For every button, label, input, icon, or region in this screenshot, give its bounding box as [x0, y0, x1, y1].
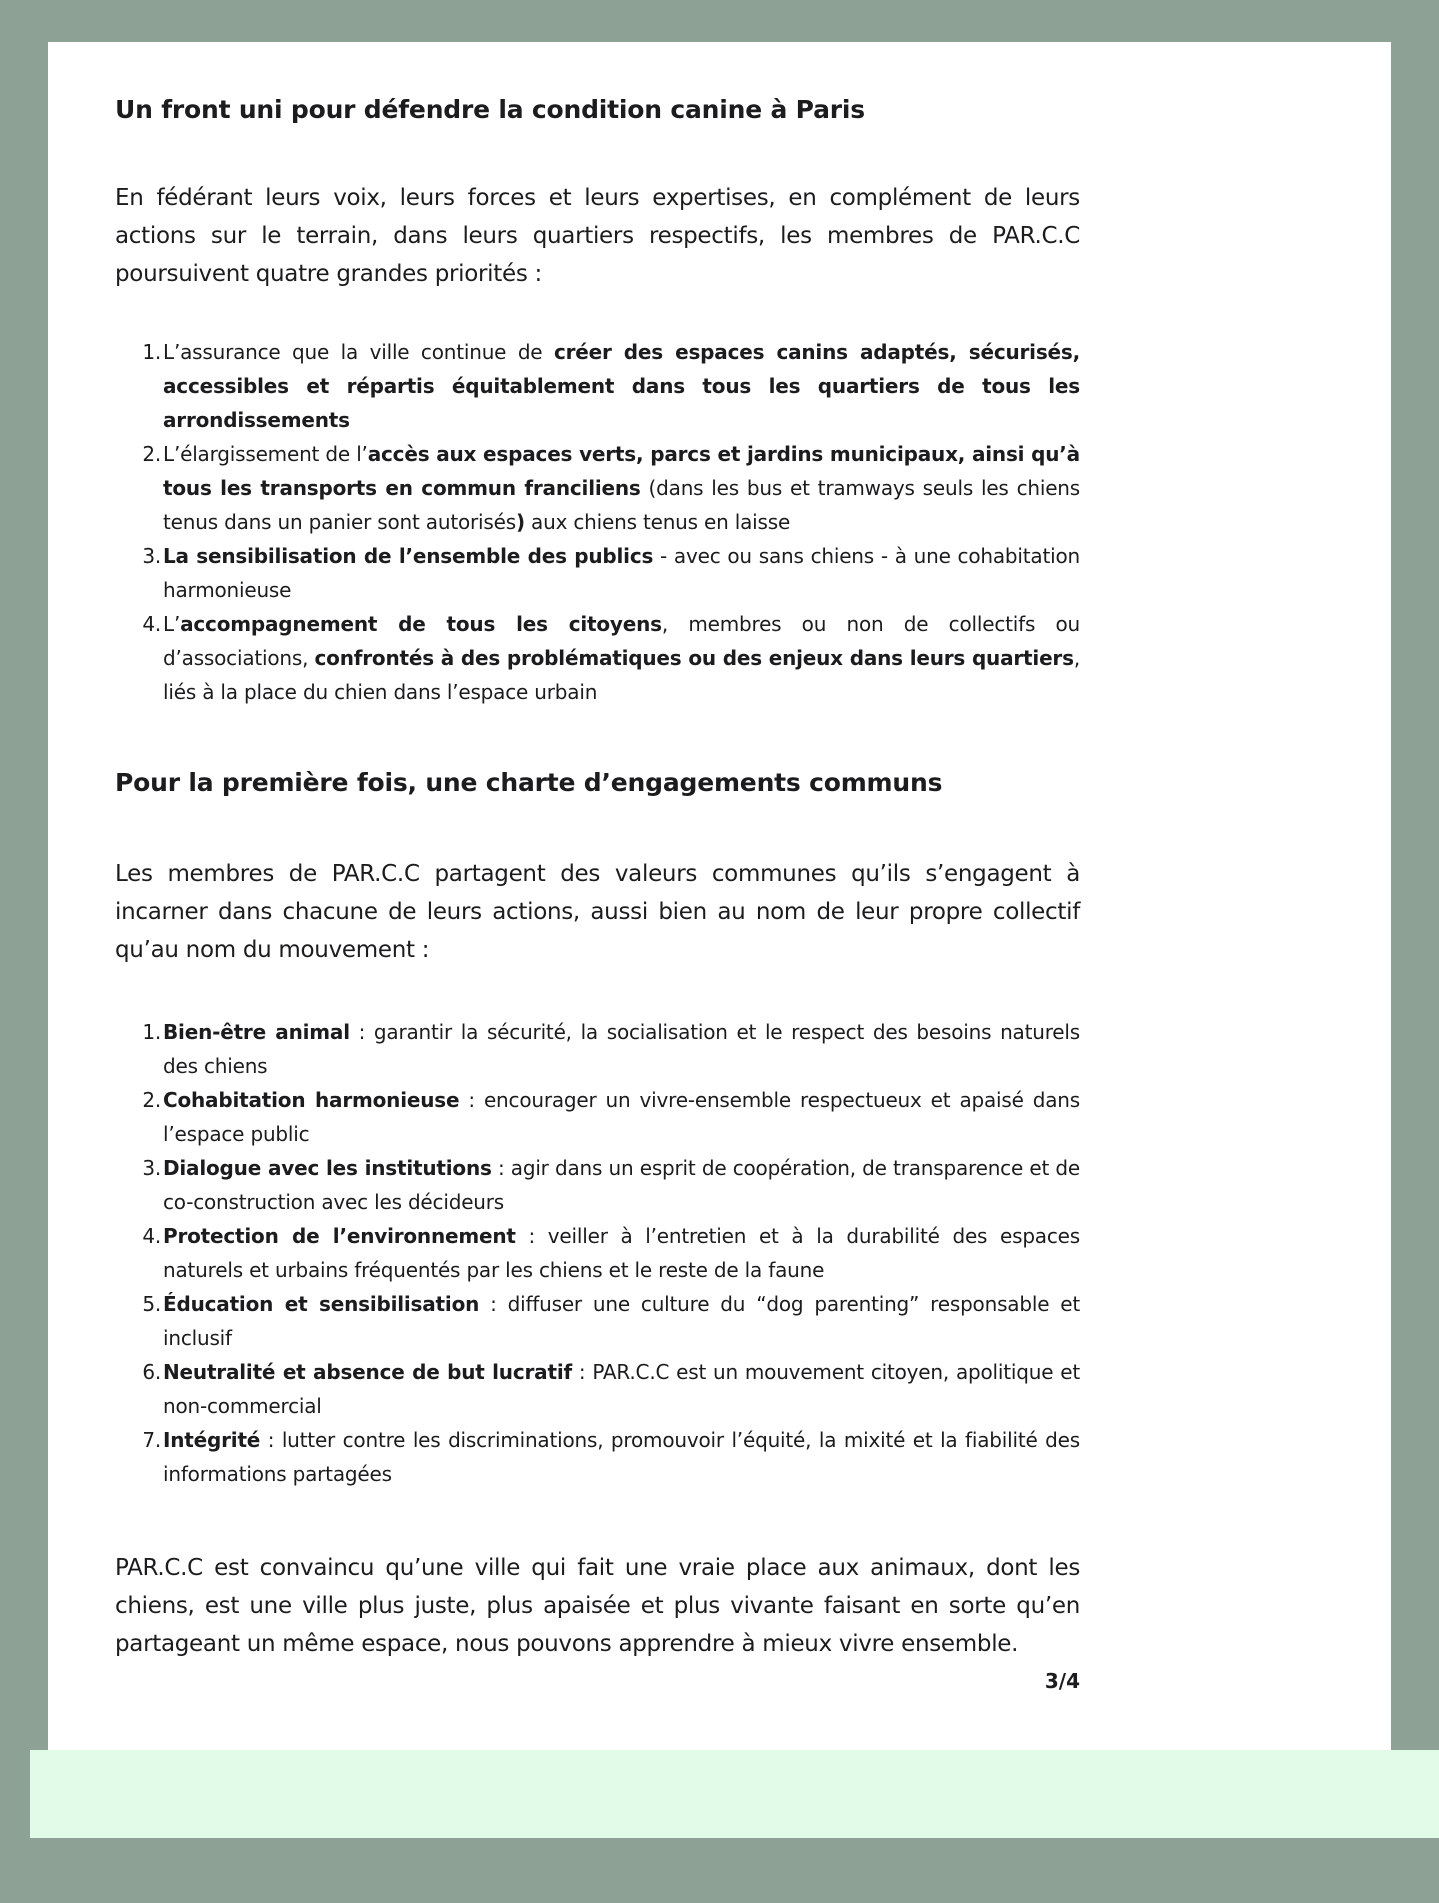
values-list: [115, 1015, 1080, 1491]
list-item-number: 7.: [142, 1428, 161, 1452]
closing-paragraph: PAR.C.C est convaincu qu’une ville qui fait une vraie place aux animaux, dont les chiens, est une ville plus juste, plus apaisée et plus vivante faisant en sorte qu’en partageant un même espace, nous pouvons apprendre à mieux vivre ensemble.: [115, 1555, 1080, 1657]
list-item: [115, 1151, 1080, 1219]
list-item: [115, 335, 1080, 437]
list-item-text: Dialogue avec les institutions : agir dans un esprit de coopération, de transparence et de co-construction avec les décideurs: [163, 1156, 1080, 1214]
list-item: [115, 1423, 1080, 1491]
document-page: [48, 42, 1391, 1750]
list-item-number: 3.: [142, 1156, 161, 1180]
list-item-text: L’élargissement de l’accès aux espaces verts, parcs et jardins municipaux, ainsi qu’à tous les transports en commun franciliens (dans les bus et tramways seuls les chiens tenus dans un panier sont autorisés) aux chiens tenus en laisse: [163, 442, 1080, 534]
list-item-number: 2.: [142, 442, 161, 466]
list-item-number: 1.: [142, 1020, 161, 1044]
list-item-number: 4.: [142, 1224, 161, 1248]
list-item: [115, 1015, 1080, 1083]
list-item: [115, 539, 1080, 607]
list-item-number: 4.: [142, 612, 161, 636]
section-one-heading: Un front uni pour défendre la condition canine à Paris: [115, 95, 865, 124]
section-two-intro-paragraph: Les membres de PAR.C.C partagent des valeurs communes qu’ils s’engagent à incarner dans chacune de leurs actions, aussi bien au nom de leur propre collectif qu’au nom du mouvement :: [115, 861, 1080, 963]
list-item-text: Éducation et sensibilisation : diffuser une culture du “dog parenting” responsable et inclusif: [163, 1292, 1081, 1350]
priorities-list: [115, 335, 1080, 709]
list-item: [115, 607, 1080, 709]
section-one-intro-paragraph: En fédérant leurs voix, leurs forces et leurs expertises, en complément de leurs actions sur le terrain, dans leurs quartiers respectifs, les membres de PAR.C.C poursuivent quatre grandes priorités :: [115, 185, 1080, 287]
list-item: [115, 437, 1080, 539]
page-number: 3/4: [1044, 1669, 1080, 1693]
section-two-heading: Pour la première fois, une charte d’engagements communs: [115, 768, 943, 797]
list-item-text: Bien-être animal : garantir la sécurité, la socialisation et le respect des besoins naturels des chiens: [163, 1020, 1080, 1078]
list-item: [115, 1355, 1080, 1423]
list-item-number: 3.: [142, 544, 161, 568]
list-item-number: 1.: [142, 340, 161, 364]
list-item-number: 6.: [142, 1360, 161, 1384]
list-item-text: Neutralité et absence de but lucratif : PAR.C.C est un mouvement citoyen, apolitique et non-commercial: [163, 1360, 1080, 1418]
list-item: [115, 1083, 1080, 1151]
list-item-text: La sensibilisation de l’ensemble des publics - avec ou sans chiens - à une cohabitation harmonieuse: [163, 544, 1080, 602]
list-item-text: Protection de l’environnement : veiller à l’entretien et à la durabilité des espaces naturels et urbains fréquentés par les chiens et le reste de la faune: [163, 1224, 1080, 1282]
list-item-text: Cohabitation harmonieuse : encourager un vivre-ensemble respectueux et apaisé dans l’espace public: [163, 1088, 1080, 1146]
list-item-number: 2.: [142, 1088, 161, 1112]
list-item-number: 5.: [142, 1292, 161, 1316]
list-item-text: L’assurance que la ville continue de créer des espaces canins adaptés, sécurisés, accessibles et répartis équitablement dans tous les quartiers de tous les arrondissements: [163, 340, 1081, 432]
footer-band: [30, 1750, 1439, 1838]
list-item-text: L’accompagnement de tous les citoyens, membres ou non de collectifs ou d’associations, confrontés à des problématiques ou des enjeux dans leurs quartiers, liés à la place du chien dans l’espace urbain: [163, 612, 1080, 704]
list-item-text: Intégrité : lutter contre les discriminations, promouvoir l’équité, la mixité et la fiabilité des informations partagées: [163, 1428, 1080, 1486]
list-item: [115, 1219, 1080, 1287]
list-item: [115, 1287, 1080, 1355]
